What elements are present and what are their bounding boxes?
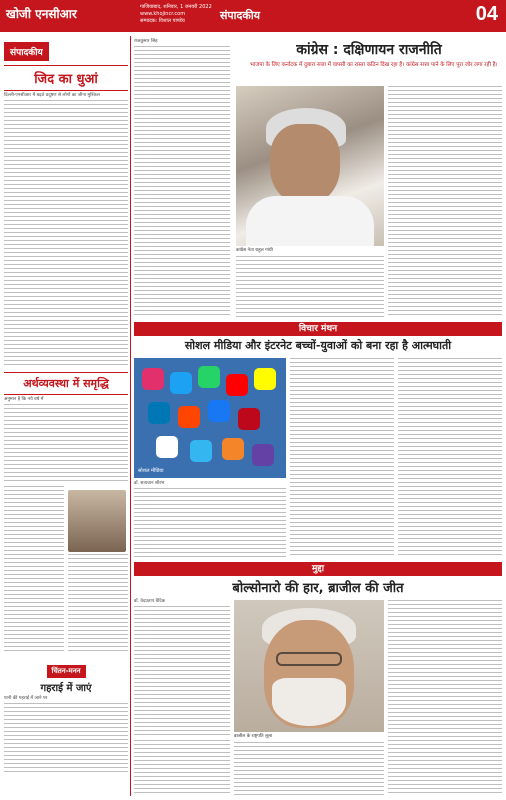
newspaper-logo: खोजी एनसीआर xyxy=(6,7,77,21)
vichar-byline: डॉ. सत्यवान सौरभ xyxy=(134,481,165,486)
top-story-col1 xyxy=(134,46,230,318)
top-story-headline: कांग्रेस : दक्षिणायन राजनीति xyxy=(296,42,442,58)
website: www.khojincr.com xyxy=(140,11,186,17)
mudda-col1 xyxy=(134,606,230,736)
vichar-col3 xyxy=(398,358,502,558)
social-media-photo xyxy=(134,358,286,478)
mudda-headline: बोल्सोनारो की हार, ब्राजील की जीत xyxy=(232,581,404,596)
page-section-title: संपादकीय xyxy=(220,9,261,22)
chintan-title: गहराई में जाएं xyxy=(40,683,92,694)
vichar-headline: सोशल मीडिया और इंटरनेट बच्चों-युवाओं को बना रहा है आत्मघाती xyxy=(184,339,452,352)
chintan-tag-wrapper xyxy=(4,658,128,678)
vichar-col2 xyxy=(290,358,394,558)
top-story-photo xyxy=(236,86,384,246)
editorial-title: जिद का धुआं xyxy=(4,65,128,91)
editorial-opening: दिल्ली-एनसीआर में बढ़ते प्रदूषण से लोगों का जीना मुश्किल xyxy=(4,93,100,98)
lula-photo xyxy=(234,600,384,732)
masthead xyxy=(0,0,506,32)
left-column xyxy=(4,36,128,796)
top-story-col3 xyxy=(388,86,502,318)
lula-photo-caption: ब्राजील के राष्ट्रपति लूला xyxy=(234,734,273,739)
vichar-col1-bottom xyxy=(134,488,286,558)
economy-body xyxy=(4,404,128,654)
social-photo-label: सोशल मीडिया xyxy=(138,468,164,474)
mudda-col3 xyxy=(388,600,502,796)
economy-title: अर्थव्यवस्था में समृद्धि xyxy=(4,372,128,395)
column-divider xyxy=(130,36,131,796)
chintan-opening: पानी की गहराई में जाने पर xyxy=(4,696,48,701)
section-tag: संपादकीय xyxy=(4,42,49,61)
top-story-deck: भाजपा के लिए कर्नाटक में दुबारा सत्ता में वापसी का रास्ता कठिन दिख रहा है। कांग्रेस सत्ता पाने के लिए पूरा जोर लगा रही है। xyxy=(250,62,498,68)
top-story-col2-bottom xyxy=(236,256,384,318)
mudda-byline: डॉ. वेदप्रताप वैदिक xyxy=(134,599,166,604)
editorial-body xyxy=(4,100,128,368)
top-story-byline: राजकुमार सिंह xyxy=(134,39,158,44)
issue-date: गाजियाबाद, शनिवार, 1 जनवरी 2022 xyxy=(140,4,212,10)
mudda-col2-bottom xyxy=(234,742,384,796)
editor-line: सम्पादक: विशाल पाण्डेय xyxy=(140,18,185,24)
chintan-tag: चिंतन-मनन xyxy=(47,665,86,678)
mudda-col1-bottom xyxy=(134,740,230,796)
economy-opening: अनुमान है कि नये वर्ष में xyxy=(4,397,44,402)
section-tag-wrapper xyxy=(4,40,128,61)
page-number: 04 xyxy=(475,3,498,25)
vichar-banner: विचार मंथन xyxy=(134,322,502,336)
top-story-photo-caption: कांग्रेस नेता राहुल गांधी xyxy=(236,248,273,253)
author-photo xyxy=(68,490,126,552)
chintan-body xyxy=(4,703,128,775)
mudda-banner: मुद्दा xyxy=(134,562,502,576)
